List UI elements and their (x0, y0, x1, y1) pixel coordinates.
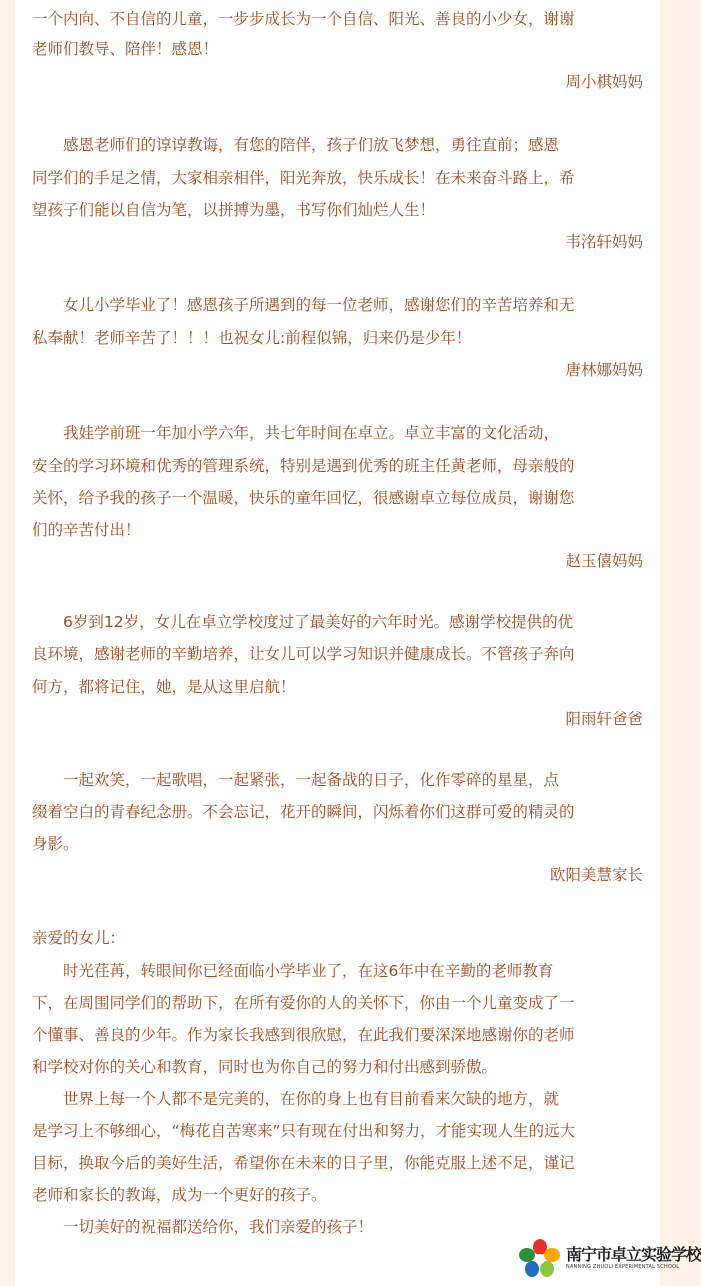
message-line: 良环境，感谢老师的辛勤培养，让女儿可以学习知识并健康成长。不管孩子奔向 (32, 645, 575, 663)
letter-line: 下，在周围同学们的帮助下，在所有爱你的人的关怀下，你由一个儿童变成了一 (32, 994, 575, 1012)
signature: 唐林娜妈妈 (565, 361, 643, 379)
message-line: 女儿小学毕业了！感恩孩子所遇到的每一位老师，感谢您们的辛苦培养和无 (32, 296, 575, 314)
letter-line: 世界上每一个人都不是完美的，在你的身上也有目前看来欠缺的地方，就 (32, 1090, 560, 1108)
flower-logo-icon (518, 1238, 562, 1278)
message-line: 安全的学习环境和优秀的管理系统，特别是遇到优秀的班主任黄老师，母亲般的 (32, 457, 575, 475)
letter-line: 是学习上不够细心，“梅花自苦寒来”只有现在付出和努力，才能实现人生的远大 (32, 1122, 576, 1140)
letter-line: 目标，换取今后的美好生活，希望你在未来的日子里，你能克服上述不足，谨记 (32, 1154, 575, 1172)
message-line: 私奉献！老师辛苦了！！！也祝女儿:前程似锦，归来仍是少年！ (32, 329, 472, 347)
message-line: 一起欢笑，一起歌唱，一起紧张，一起备战的日子，化作零碎的星星，点 (32, 771, 560, 789)
letter-greeting: 亲爱的女儿： (32, 929, 126, 947)
school-name: 南宁市卓立实验学校 (566, 1245, 701, 1264)
message-line: 老师们教导、陪伴！感恩！ (32, 40, 219, 58)
message-line: 关怀，给予我的孩子一个温暖，快乐的童年回忆，很感谢卓立每位成员，谢谢您 (32, 489, 575, 507)
message-line: 何方，都将记住，她，是从这里启航！ (32, 678, 296, 696)
letter-line: 一切美好的祝福都送给你，我们亲爱的孩子！ (32, 1218, 374, 1236)
message-line: 望孩子们能以自信为笔，以拼搏为墨，书写你们灿烂人生！ (32, 201, 436, 219)
school-name-english: NANNING ZHUOLI EXPERIMENTAL SCHOOL (566, 1264, 680, 1270)
signature: 欧阳美慧家长 (549, 866, 643, 884)
signature: 韦洺轩妈妈 (565, 233, 643, 251)
letter-line: 个懂事、善良的少年。作为家长我感到很欣慰，在此我们要深深地感谢你的老师 (32, 1026, 575, 1044)
message-line: 们的辛苦付出！ (32, 521, 141, 539)
signature: 周小棋妈妈 (565, 73, 643, 91)
article-card (15, 0, 660, 1286)
letter-line: 时光荏苒，转眼间你已经面临小学毕业了，在这6年中在辛勤的老师教育 (32, 962, 554, 980)
message-line: 身影。 (32, 835, 79, 853)
letter-line: 和学校对你的关心和教育，同时也为你自己的努力和付出感到骄傲。 (32, 1058, 498, 1076)
message-line: 感恩老师们的谆谆教诲，有您的陪伴，孩子们放飞梦想，勇往直前；感恩 (32, 136, 560, 154)
school-logo (518, 1236, 701, 1280)
message-line: 同学们的手足之情，大家相亲相伴，阳光奔放，快乐成长！在未来奋斗路上，希 (32, 169, 575, 187)
signature: 阳雨轩爸爸 (565, 710, 643, 728)
signature: 赵玉僖妈妈 (565, 552, 643, 570)
message-line: 我娃学前班一年加小学六年，共七年时间在卓立。卓立丰富的文化活动， (32, 424, 560, 442)
letter-line: 老师和家长的教诲，成为一个更好的孩子。 (32, 1186, 327, 1204)
message-line: 6岁到12岁，女儿在卓立学校度过了最美好的六年时光。感谢学校提供的优 (32, 613, 574, 631)
message-line: 一个内向、不自信的儿童，一步步成长为一个自信、阳光、善良的小少女，谢谢 (32, 10, 575, 28)
message-line: 缀着空白的青春纪念册。不会忘记，花开的瞬间，闪烁着你们这群可爱的精灵的 (32, 803, 575, 821)
